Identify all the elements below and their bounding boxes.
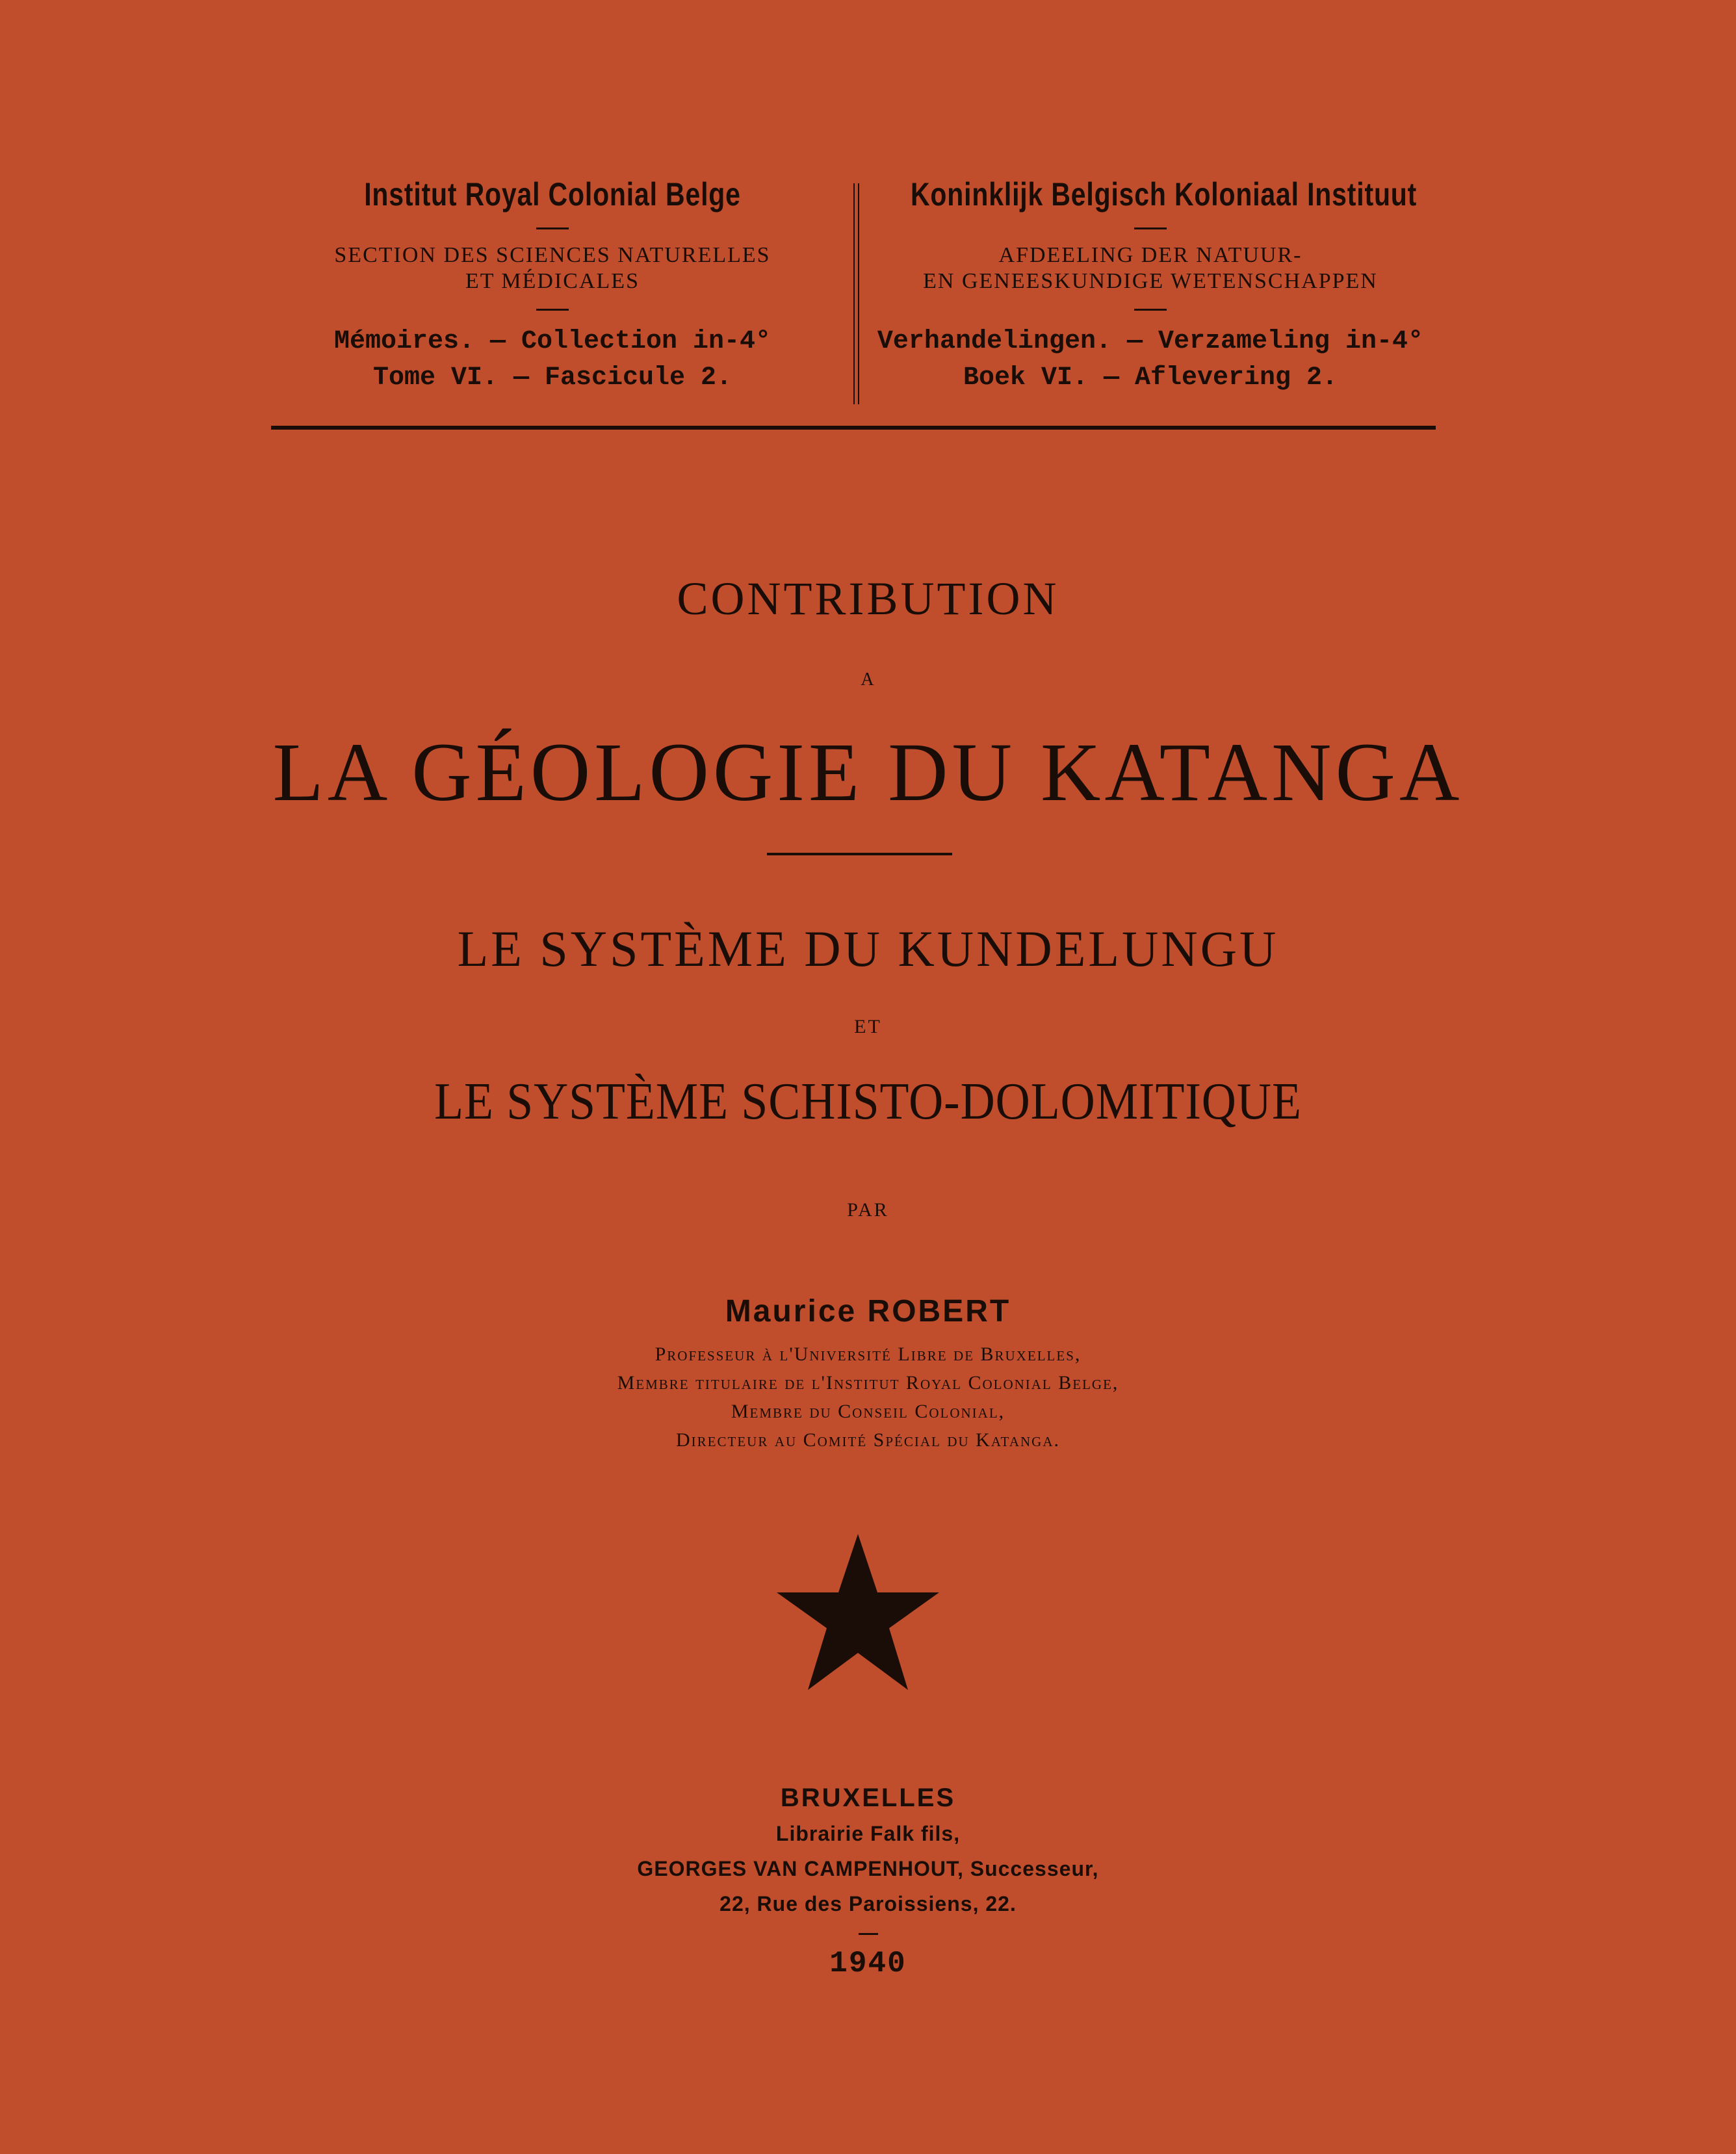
imprint (0, 1780, 1736, 1980)
section-line-2-nl: EN GENEESKUNDIGE WETENSCHAPPEN (923, 269, 1378, 293)
separator-dash (1134, 309, 1167, 311)
title-a: A (861, 669, 875, 690)
subtitle-et: ET (854, 1016, 882, 1037)
author-title-line: Membre titulaire de l'Institut Royal Colonial Belge, (617, 1372, 1119, 1394)
institute-name-nl: Koninklijk Belgisch Koloniaal Instituut (911, 176, 1418, 213)
series-line-fr: Mémoires. — Collection in-4° (333, 327, 771, 356)
separator-dash (859, 1933, 878, 1935)
imprint-year: 1940 (829, 1947, 907, 1980)
imprint-city: BRUXELLES (780, 1784, 956, 1812)
author-name: Maurice ROBERT (725, 1294, 1011, 1329)
institute-name-fr: Institut Royal Colonial Belge (364, 176, 741, 213)
header-rule (271, 426, 1436, 430)
title-contribution: CONTRIBUTION (677, 573, 1059, 625)
subtitle-2: LE SYSTÈME SCHISTO-DOLOMITIQUE (434, 1073, 1302, 1130)
author-title-line: Membre du Conseil Colonial, (731, 1401, 1005, 1422)
imprint-publisher: Librairie Falk fils, (775, 1822, 961, 1845)
section-line-1-fr: SECTION DES SCIENCES NATURELLES (334, 243, 771, 267)
author-title-line: Professeur à l'Université Libre de Bruxelles, (654, 1343, 1082, 1365)
header-right (858, 175, 1443, 396)
separator-dash (1134, 227, 1167, 229)
imprint-address: 22, Rue des Paroissiens, 22. (719, 1892, 1017, 1915)
author-title-line: Directeur au Comité Spécial du Katanga. (676, 1429, 1060, 1451)
separator-dash (536, 227, 569, 229)
separator-dash (536, 309, 569, 311)
author-titles (0, 1340, 1736, 1455)
by-label: PAR (847, 1199, 889, 1221)
volume-line-nl: Boek VI. — Aflevering 2. (963, 363, 1338, 393)
star-icon (773, 1531, 942, 1693)
title-rule (767, 853, 952, 855)
volume-line-fr: Tome VI. — Fascicule 2. (372, 363, 732, 393)
header-left (260, 175, 845, 396)
title-main: LA GÉOLOGIE DU KATANGA (272, 726, 1464, 818)
imprint-successor: GEORGES VAN CAMPENHOUT, Successeur, (637, 1857, 1099, 1880)
series-line-nl: Verhandelingen. — Verzameling in-4° (877, 327, 1424, 356)
section-line-2-fr: ET MÉDICALES (465, 269, 640, 293)
subtitle-1: LE SYSTÈME DU KUNDELUNGU (457, 920, 1279, 977)
section-line-1-nl: AFDEELING DER NATUUR- (998, 243, 1302, 267)
